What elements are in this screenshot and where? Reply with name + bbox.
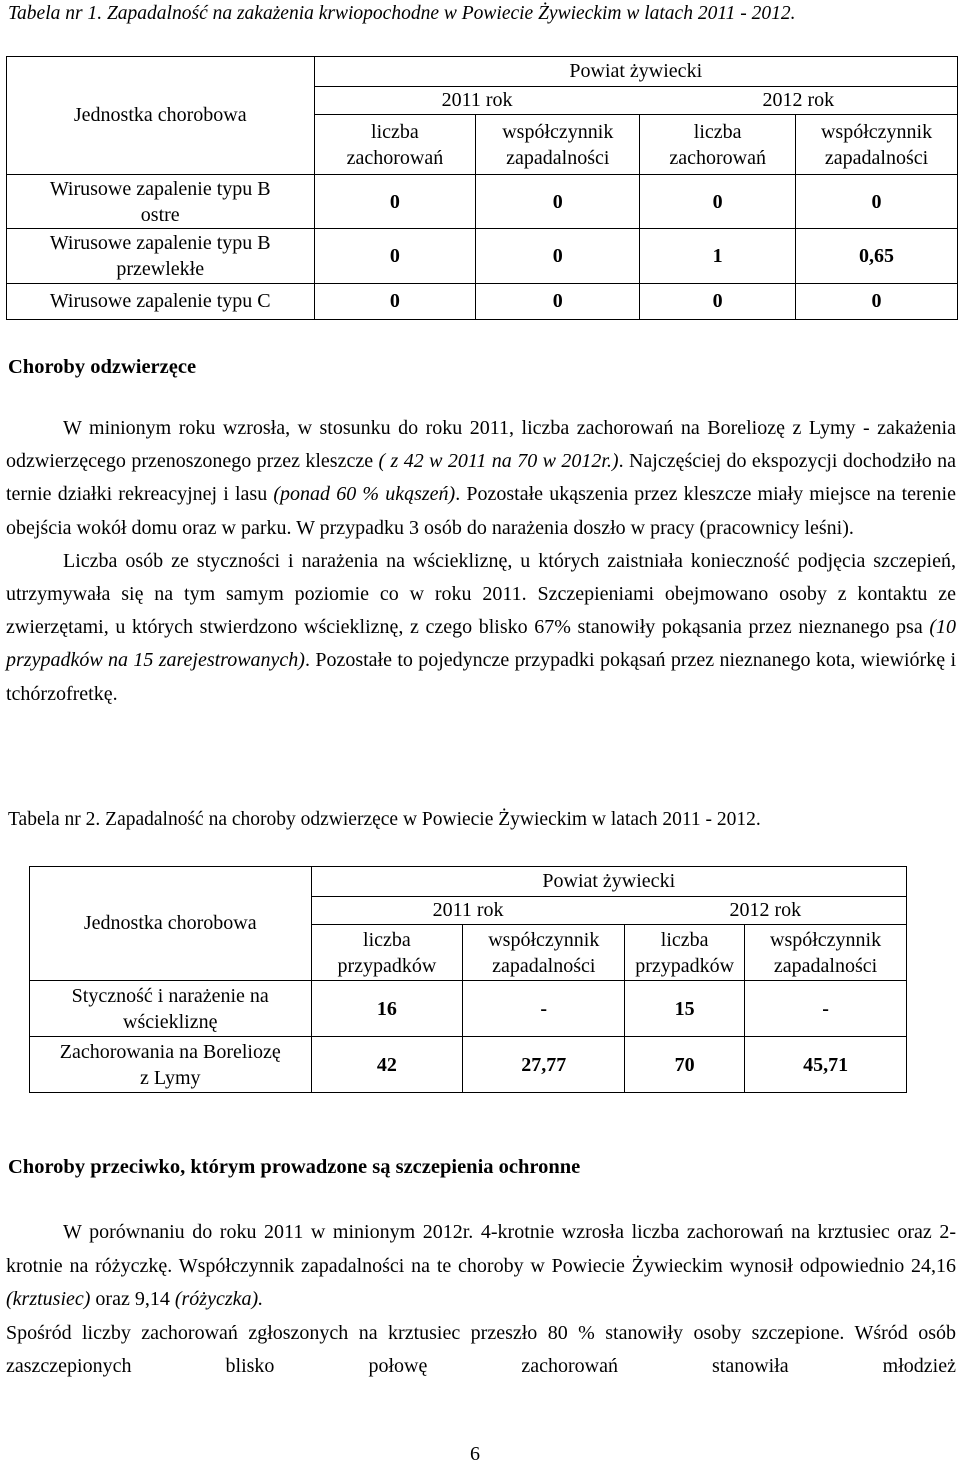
table2-header-region: Powiat żywiecki: [311, 867, 907, 897]
table1-header-2011: 2011 rok: [314, 87, 640, 115]
table2-cell: 45,71: [745, 1037, 907, 1093]
table1-col-count-2011: liczba zachorowań: [314, 115, 476, 175]
table-row: [30, 1037, 907, 1093]
table1-cell: 1: [640, 229, 796, 284]
table1-cell: 0: [314, 229, 476, 284]
table1-col-rate-2012: współczynnik zapadalności: [796, 115, 958, 175]
table2-cell: -: [745, 981, 907, 1037]
table-row: [7, 229, 958, 284]
table1-header-unit: Jednostka chorobowa: [7, 57, 315, 175]
table2-cell: 27,77: [463, 1037, 625, 1093]
table1-row-label: Wirusowe zapalenie typu B ostre: [7, 175, 315, 229]
section-heading-vaccination: Choroby przeciwko, którym prowadzone są szczepienia ochronne: [8, 1156, 581, 1178]
table1-header-2012: 2012 rok: [640, 87, 958, 115]
table-row: [30, 981, 907, 1037]
table1-cell: 0: [476, 229, 640, 284]
table2-row-label: Zachorowania na Boreliozę z Lymy: [30, 1037, 312, 1093]
table2-cell: -: [463, 981, 625, 1037]
table-row: [7, 175, 958, 229]
table1-cell: 0: [314, 175, 476, 229]
table1-cell: 0: [796, 175, 958, 229]
table1-cell: 0: [640, 175, 796, 229]
section-heading-zoonoses: Choroby odzwierzęce: [8, 356, 197, 378]
table2-caption: Tabela nr 2. Zapadalność na choroby odzwierzęce w Powiecie Żywieckim w latach 2011 - 2012.: [8, 809, 761, 830]
table2-cell: 16: [311, 981, 463, 1037]
table1-col-count-2012: liczba zachorowań: [640, 115, 796, 175]
table2-row-label: Styczność i narażenie na wściekliznę: [30, 981, 312, 1037]
table2-header-2011: 2011 rok: [311, 897, 625, 925]
table2-col-rate-2012: współczynnik zapadalności: [745, 925, 907, 981]
table2-col-rate-2011: współczynnik zapadalności: [463, 925, 625, 981]
paragraph: W porównaniu do roku 2011 w minionym 2012r. 4-krotnie wzrosła liczba zachorowań na krztusiec oraz 2- krotnie na różyczkę. Współczynnik zapadalności na te choroby w Powiecie Żywieckim wynosił odpowiednio 24,16 (krztusiec) oraz 9,14 (różyczka).: [6, 1221, 956, 1310]
table1-row-label: Wirusowe zapalenie typu B przewlekłe: [7, 229, 315, 284]
table2-col-count-2012: liczba przypadków: [625, 925, 745, 981]
table2-col-count-2011: liczba przypadków: [311, 925, 463, 981]
table-row: [7, 284, 958, 320]
paragraph: Spośród liczby zachorowań zgłoszonych na krztusiec przeszło 80 % stanowiły osoby szczepione. Wśród osób zaszczepionych blisko połowę zachorowań stanowiła młodzież: [6, 1321, 956, 1377]
table2: [29, 866, 907, 1093]
paragraph: W minionym roku wzrosła, w stosunku do roku 2011, liczba zachorowań na Boreliozę z Lymy - zakażenia odzwierzęcego przenoszonego przez kleszcze ( z 42 w 2011 na 70 w 2012r.). Najczęściej do ekspozycji dochodziło na ternie działki rekreacyjnej i lasu (ponad 60 % ukąszeń). Pozostałe ukąszenia przez kleszcze miały miejsce na terenie obejścia wokół domu oraz w parku. W przypadku 3 osób do narażenia doszło w pracy (pracownicy leśni).: [6, 417, 957, 539]
section1-text: [6, 412, 956, 711]
table2-cell: 42: [311, 1037, 463, 1093]
table1-row-label: Wirusowe zapalenie typu C: [7, 284, 315, 320]
table1-cell: 0: [476, 175, 640, 229]
table1-cell: 0: [314, 284, 476, 320]
table1-cell: 0: [640, 284, 796, 320]
table2-cell: 15: [625, 981, 745, 1037]
table1-caption: Tabela nr 1. Zapadalność na zakażenia krwiopochodne w Powiecie Żywieckim w latach 2011 - 2012.: [8, 3, 796, 24]
table2-cell: 70: [625, 1037, 745, 1093]
table1-header-region: Powiat żywiecki: [314, 57, 958, 87]
table1-cell: 0,65: [796, 229, 958, 284]
table2-header-2012: 2012 rok: [625, 897, 907, 925]
table1-col-rate-2011: współczynnik zapadalności: [476, 115, 640, 175]
table1-cell: 0: [476, 284, 640, 320]
section2-text: [6, 1216, 956, 1384]
paragraph: Liczba osób ze styczności i narażenia na wściekliznę, u których zaistniała konieczność podjęcia szczepień, utrzymywała się na tym samym poziomie co w roku 2011. Szczepieniami obejmowano osoby z kontaktu ze zwierzętami, u których stwierdzono wściekliznę, z czego blisko 67% stanowiły pokąsania przez nieznanego psa (10 przypadków na 15 zarejestrowanych). Pozostałe to pojedyncze przypadki pokąsań przez nieznanego kota, wiewiórkę i tchórzofretkę.: [6, 549, 956, 705]
table2-header-unit: Jednostka chorobowa: [30, 867, 312, 981]
table1: [6, 56, 958, 320]
page-number: 6: [470, 1443, 480, 1465]
table1-cell: 0: [796, 284, 958, 320]
